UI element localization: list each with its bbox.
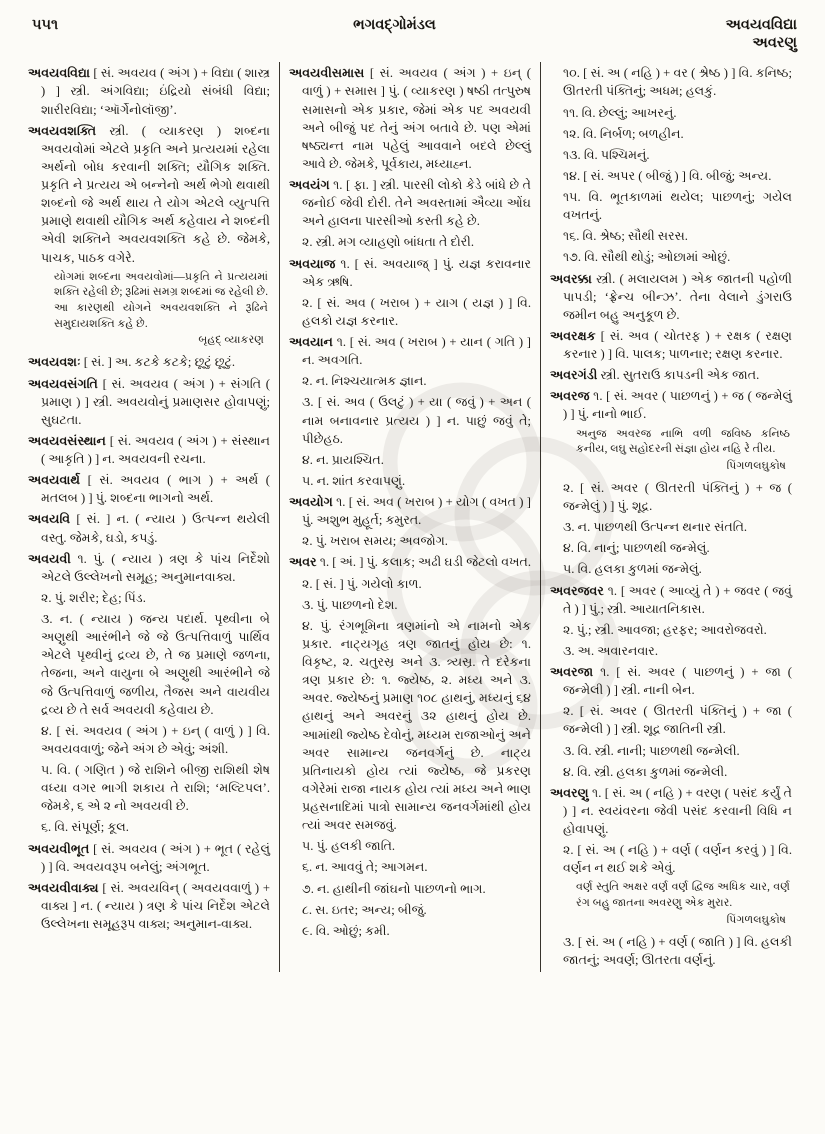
- entry-text: ૩. અ. અવારનવાર.: [563, 643, 658, 658]
- dictionary-entry: [550, 387, 792, 423]
- headword: અવરગંડી: [550, 368, 598, 383]
- entry-text: [ સં. અવયવ ( ભાગ ) + અર્થ ( મતલબ ) ] પું. શબ્દના ભાગનો અર્થ.: [41, 473, 270, 506]
- quotation: [28, 270, 270, 333]
- sense-item: [28, 818, 270, 836]
- sense-item: [289, 372, 531, 390]
- running-head-first-word: અવયવવિદ્યા: [725, 17, 797, 33]
- source-attribution: [28, 332, 270, 348]
- entry-text: ૧. પું. ( ન્યાય ) ત્રણ કે પાંચ નિર્દેશો એટલે ઉલ્લેખનો સમૂહ; અનુમાનવાક્ય.: [41, 551, 270, 584]
- dictionary-entry: [289, 493, 531, 529]
- sense-item: [289, 575, 531, 593]
- dictionary-entry: [550, 366, 792, 384]
- entry-text: [ સં. અવયવ ( અંગ ) + સંસ્થાન ( આકૃતિ ) ] ન. અવયવની રચના.: [41, 433, 270, 467]
- entry-text: ૧૫. વિ. ભૂતકાળમાં થયેલ; પાછળનું; ગયેલ વખતનું.: [563, 190, 792, 223]
- column-1: [28, 62, 279, 972]
- sense-item: [550, 933, 792, 969]
- entry-text: ૪. વિ. સ્ત્રી. હલકા કુળમાં જન્મેલી.: [563, 764, 728, 779]
- sense-item: [550, 125, 792, 143]
- sense-item: [289, 880, 531, 898]
- entry-text: [ સં. અવયવ ( અંગ ) + ભૂત ( રહેલું ) ] વિ. અવયવરૂપ બનેલું; અંગભૂત.: [41, 841, 270, 874]
- sense-item: [550, 64, 792, 100]
- running-head: [637, 16, 797, 52]
- entry-text: ૩. [ સં. અવ ( ઉલટું ) + યા ( જવું ) + અન ( નામ બનાવનાર પ્રત્યય ) ] ન. પાછું જવું તે; પીછેહઠ.: [302, 395, 531, 446]
- sense-item: [289, 922, 531, 940]
- text-columns: [28, 62, 801, 972]
- entry-text: ૪. વિ. નાનું; પાછળથી જન્મેલું.: [563, 541, 710, 556]
- sense-item: [289, 837, 531, 855]
- entry-text: ૬. વિ. સંપૂર્ણ; કૂલ.: [41, 820, 129, 835]
- entry-text: ૬. ન. આવવું તે; આગમન.: [302, 860, 428, 875]
- dictionary-entry: [28, 122, 270, 267]
- sense-item: [289, 858, 531, 876]
- entry-text: [ સં. ] અ. કટકે કટકે; છૂટું છૂટું.: [83, 355, 235, 370]
- dictionary-entry: [28, 353, 270, 371]
- sense-item: [28, 589, 270, 607]
- headword: અવયવિ: [28, 512, 71, 527]
- headword: અવર: [289, 555, 317, 570]
- dictionary-entry: [550, 663, 792, 699]
- entry-text: ૧. [ ફા. ] સ્ત્રી. પારસી લોકો કેડે બાંધે છે તે જનોઈ જેવી દોરી. તેને અવસ્તામાં ઐવ્યા ઓંઘ અને હાલના પારસીઓ કસ્તી કહે છે.: [302, 178, 532, 229]
- sense-item: [289, 294, 531, 330]
- headword: અવયવી: [28, 551, 71, 566]
- entry-text: ૨. [ સં. અવ ( ખરાબ ) + યાગ ( યજ્ઞ ) ] વિ. હલકો યજ્ઞ કરનાર.: [302, 295, 531, 328]
- dictionary-entry: [28, 64, 270, 118]
- column-2: [279, 62, 540, 972]
- headword: અવયવીસમાસ: [289, 66, 365, 81]
- entry-text: સ્ત્રી. ( મલાયલમ ) એક જાતની પહોળી પાપડી; ‘ફ્રેન્ચ બીન્ઝ’. તેના વેલાને ડુંગરાઉ જમીન બહુ અનુકૂળ છે.: [563, 271, 792, 322]
- entry-text: [ સં. ] ન. ( ન્યાય ) ઉત્પન્ન થયેલી વસ્તુ. જેમકે, ઘડો, કપડું.: [41, 512, 270, 545]
- entry-text: ૨. [ સં. અ ( નહિ ) + વર્ણ ( વર્ણન કરવું ) ] વિ. વર્ણન ન થઈ શકે એવું.: [563, 843, 792, 876]
- entry-text: ૧૬. વિ. શ્રેષ્ઠ; સૌથી સરસ.: [563, 229, 688, 244]
- entry-text: ૮. સ. ઇતર; અન્ય; બીજું.: [302, 902, 427, 917]
- running-head-last-word: અવરણુ: [752, 35, 797, 52]
- entry-text: ૧૦. [ સં. અ ( નહિ ) + વર ( શ્રેષ્ઠ ) ] વિ. કનિષ્ઠ; ઊતરતી પંક્તિનું; અધમ; હલકું.: [563, 66, 792, 99]
- sense-item: [28, 761, 270, 815]
- entry-text: ૯. વિ. ઓછું; કમી.: [302, 923, 390, 938]
- headword: અવયોગ: [289, 495, 333, 509]
- headword: અવયવવિદ્યા: [28, 66, 90, 81]
- headword: અવરક્કા: [550, 271, 592, 286]
- entry-text: ૩. પું. પાછળનો દેશ.: [302, 597, 398, 612]
- sense-item: [550, 518, 792, 536]
- headword: અવયવશક્તિ: [28, 123, 97, 138]
- entry-text: સ્ત્રી. સુતરાઉ કાપડની એક જાત.: [600, 368, 760, 383]
- dictionary-entry: [289, 64, 531, 173]
- entry-text: ૨. [ સં. અવર ( ઊતરતી પંક્તિનું ) + જા ( જન્મેલી ) ] સ્ત્રી. શૂદ્ર જાતિની સ્ત્રી.: [563, 704, 792, 737]
- sense-item: [550, 742, 792, 760]
- headword: અવયાજ: [289, 256, 336, 271]
- entry-text: ૫. ન. શાંત કરવાપણું.: [302, 473, 406, 488]
- headword: અવરજ: [550, 389, 590, 404]
- sense-item: [550, 188, 792, 224]
- entry-text: ૧. [ અં. ] પું. કલાક; અઢી ઘડી જેટલો વખત.: [319, 555, 531, 570]
- entry-text: [ સં. અવયવ ( અંગ ) + ઇન્ ( વાળું ) + સમાસ ] પું. ( વ્યાકરણ ) ષષ્ઠી તત્પુરુષ સમાસનો એક પ્રકાર, જેમાં એક પદ અવયવી અને બીજું પદ તેનું અંગ બતાવે છે. પણ એમાં ષષ્ઠ્યન્ત નામ પહેલું આવવાને બદલે છેલ્લું આવે છે. જેમકે, પૂર્વકાય, મધ્યાહ્ન.: [302, 66, 532, 171]
- entry-text: પિંગળલઘુકોષ: [726, 459, 786, 472]
- headword: અવયવીભૂત: [28, 841, 90, 856]
- entry-text: ૨. પું. ખરાબ સમય; અવજોગ.: [302, 534, 448, 549]
- entry-text: ૧. [ સં. અવ ( ખરાબ ) + યોગ ( વખત ) ] પું. અશુભ મુહૂર્ત; કમુરત.: [302, 495, 531, 528]
- entry-text: ૧. [ સં. અ ( નહિ ) + વરણ ( પસંદ કર્યું તે ) ] ન. સ્વયંવરના જેવી પસંદ કરવાની વિધિ ન હોવાપણું.: [563, 785, 792, 837]
- dictionary-entry: [289, 333, 531, 369]
- entry-text: ૩. ન. પાછળથી ઉત્પન્ન થનાર સંતતિ.: [563, 520, 748, 535]
- dictionary-entry: [550, 270, 792, 324]
- entry-text: ૨. પું.; સ્ત્રી. આવજા; હરફર; આવરોજવરો.: [563, 622, 767, 637]
- headword: અવયવાર્થ: [28, 473, 81, 488]
- dictionary-entry: [289, 255, 531, 291]
- sense-item: [289, 532, 531, 550]
- quotation: [550, 880, 792, 911]
- entry-text: ૫. પું. હલકી જાતિ.: [302, 839, 396, 854]
- entry-text: પિંગળલઘુકોષ: [726, 913, 786, 926]
- sense-item: [550, 621, 792, 639]
- entry-text: ૩. [ સં. અ ( નહિ ) + વર્ણ ( જાતિ ) ] વિ. હલકી જાતનું; અવર્ણ; ઊતરતા વર્ણનું.: [563, 934, 792, 968]
- sense-item: [289, 393, 531, 447]
- sense-item: [289, 472, 531, 490]
- quotation: [550, 427, 792, 458]
- headword: અવયવશઃ: [28, 355, 81, 370]
- headword: અવરજા: [550, 665, 594, 680]
- sense-item: [550, 479, 792, 515]
- entry-text: [ સં. અવ ( ચોતરફ ) + રક્ષક ( રક્ષણ કરનાર ) ] વિ. પાલક; પાળનાર; રક્ષણ કરનાર.: [563, 328, 792, 361]
- entry-text: ૨. [ સં. અવર ( ઊતરતી પંક્તિનું ) + જ ( જન્મેલું ) ] પું. શૂદ્ર.: [563, 480, 792, 514]
- sense-item: [550, 167, 792, 185]
- entry-text: ૭. ન. હાથીની જાંઘનો પાછળનો ભાગ.: [302, 881, 486, 896]
- sense-item: [289, 233, 531, 251]
- dictionary-entry: [28, 471, 270, 507]
- entry-text: યોગમાં શબ્દના અવયવોમાં—પ્રકૃતિ ને પ્રત્યયમાં શક્તિ રહેલી છે; રૂઢિમાં સમગ્ર શબ્દમાં જ રહેલી છે. આ કારણથી યોગને અવયવશક્તિ ને રૂઢિને સમુદાયશક્તિ કહે છે.: [54, 270, 268, 330]
- dictionary-entry: [550, 784, 792, 838]
- dictionary-entry: [28, 375, 270, 429]
- sense-item: [550, 104, 792, 122]
- entry-text: ૧૪. [ સં. અપર ( બીજું ) ] વિ. બીજું; અન્ય.: [563, 168, 772, 183]
- entry-text: અનુજ અવરજ નાભિ વળી જવિષ્ઠ કનિષ્ઠ કનીય, લઘુ સહોદરની સંજ્ઞા હોય નહિ રે તીય.: [576, 427, 790, 456]
- page-title: ભગવદ્ગોમંડલ: [353, 17, 436, 33]
- sense-item: [550, 642, 792, 660]
- dictionary-entry: [550, 327, 792, 363]
- headword: અવરણુ: [550, 785, 589, 800]
- entry-text: ૫. વિ. ( ગણિત ) જે રાશિને બીજી રાશિથી શેષ વધ્યા વગર ભાગી શકાય તે રાશિ; ‘મલ્ટિપલ’. જેમકે, ૬ એ ૨ નો અવયવી છે.: [41, 763, 270, 814]
- sense-item: [289, 901, 531, 919]
- headword: અવયવસંસ્થાન: [28, 433, 106, 448]
- headword: અવયંગ: [289, 178, 330, 192]
- entry-text: ૨. ન. નિશ્ચયાત્મક જ્ઞાન.: [302, 374, 427, 389]
- entry-text: ૧. [ સં. અવર ( પાછળનું ) + જ ( જન્મેલું ) ] પું. નાનો ભાઈ.: [563, 389, 792, 422]
- entry-text: [ સં. અવયવ ( અંગ ) + સંગતિ ( પ્રમાણ ) ] સ્ત્રી. અવયવોનું પ્રમાણસર હોવાપણું; સુઘટતા.: [41, 376, 270, 427]
- sense-item: [550, 539, 792, 557]
- page-number: ૫૫૧: [32, 17, 59, 33]
- dictionary-entry: [28, 840, 270, 876]
- entry-text: ૪. [ સં. અવયવ ( અંગ ) + ઇન્ ( વાળું ) ] વિ. અવયવવાળું; જેને અંગ છે એવું; અંશી.: [41, 723, 270, 756]
- sense-item: [28, 722, 270, 758]
- entry-text: ૧. [ અવર ( આવ્યું તે ) + જવર ( જવું તે ) ] પું.; સ્ત્રી. આયાતનિકાસ.: [563, 583, 792, 616]
- entry-text: ૧૨. વિ. નિર્બળ; બળહીન.: [563, 126, 684, 141]
- entry-text: [ સં. અવયવિન્ ( અવયવવાળું ) + વાક્ય ] ન. ( ન્યાય ) ત્રણ કે પાંચ નિર્દેશ એટલે ઉલ્લેખના સમૂહરૂપ વાક્ય; અનુમાન-વાક્ય.: [41, 880, 270, 932]
- sense-item: [289, 596, 531, 614]
- dictionary-entry: [550, 582, 792, 618]
- entry-text: ૪. ન. પ્રાયશ્ચિત.: [302, 452, 384, 467]
- entry-text: ૫. વિ. હલકા કુળમાં જન્મેલું.: [563, 562, 702, 577]
- entry-text: ૨. સ્ત્રી. મગ વ્યાહણો બાંધતા તે દોરી.: [302, 235, 474, 250]
- entry-text: સ્ત્રી. ( વ્યાકરણ ) શબ્દના અવયવોમાં એટલે પ્રકૃતિ અને પ્રત્યયમાં રહેલા અર્થનો બોધ કરવાની શક્તિ; યૌગિક શક્તિ. પ્રકૃતિ ને પ્રત્યય એ બન્નેનો અર્થ ભેગો થવાથી શબ્દનો જે અર્થ થાય તે યોગ એટલે વ્યુત્પત્તિ પ્રમાણે થવાથી યૌગિક અર્થ કહેવાય ને શબ્દની એવી શક્તિને અવયવશક્તિ કહે છે. જેમકે, પાચક, પાઠક વગેરે.: [41, 123, 270, 265]
- headword: અવયવસંગતિ: [28, 376, 98, 391]
- entry-text: ૧૧. વિ. છેલ્લું; આખરનું.: [563, 105, 677, 120]
- entry-text: ૩. વિ. સ્ત્રી. નાની; પાછળથી જન્મેલી.: [563, 743, 740, 758]
- sense-item: [550, 702, 792, 738]
- sense-item: [28, 610, 270, 719]
- sense-item: [550, 560, 792, 578]
- entry-text: ૧. [ સં. અવર ( પાછળનું ) + જા ( જન્મેલી ) ] સ્ત્રી. નાની બેન.: [563, 665, 792, 698]
- entry-text: [ સં. અવયવ ( અંગ ) + વિદ્યા ( શાસ્ત્ર ) ] સ્ત્રી. અંગવિદ્યા; ઇંદ્રિયો સંબંધી વિદ્યા; શારીરવિદ્યા; ‘ઑર્ગેનોલૉજી’.: [41, 66, 270, 117]
- headword: અવયવીવાક્ય: [28, 880, 99, 895]
- entry-text: વર્ણ સ્તુતિ અક્ષર વર્ણ વર્ણ દ્વિજ અધિક ચાર, વર્ણ રંગ બહુ જાતના અવરણુ એક મુરાર.: [576, 881, 790, 910]
- dictionary-entry: [28, 879, 270, 933]
- entry-text: ૨. [ સં. ] પું. ગયેલો કાળ.: [302, 576, 422, 591]
- source-attribution: [550, 912, 792, 928]
- sense-item: [289, 451, 531, 469]
- page-header: [32, 16, 797, 52]
- entry-text: ૧. [ સં. અવયાજ્ ] પું. યજ્ઞ કરાવનાર એક ઋષિ.: [302, 256, 531, 289]
- entry-text: ૨. પું. શરીર; દેહ; પિંડ.: [41, 590, 146, 605]
- column-3: [540, 62, 801, 972]
- headword: અવયાન: [289, 335, 333, 349]
- entry-text: ૩. ન. ( ન્યાય ) જન્ય પદાર્થ. પૃથ્વીના બે અણુથી આરંભીને જે જે ઉત્પત્તિવાળું પાર્થિવ એટલે પૃથ્વીનું દ્રવ્ય છે, તે જ પ્રમાણે જળના, તેજના, અને વાયુના બે અણુથી આરંભીને જે જે ઉત્પત્તિવાળું જળીય, તૈજસ અને વાયવીય દ્રવ્ય છે તે સર્વ અવયવી કહેવાય છે.: [41, 612, 270, 717]
- dictionary-entry: [289, 553, 531, 571]
- sense-item: [550, 841, 792, 877]
- entry-text: ૪. પું. રંગભૂમિના ત્રણમાંનો એ નામનો એક પ્રકાર. નાટ્યગૃહ ત્રણ જાતનું હોય છે: ૧. વિકૃષ્ટ, ૨. ચતુરસ્ર અને ૩. ત્ર્યસ્ર. તે દરેકના ત્રણ પ્રકાર છે: ૧. જ્યેષ્ઠ, ૨. મધ્ય અને ૩. અવર. જ્યેષ્ઠનું પ્રમાણ ૧૦૮ હાથનું, મધ્યનું ૬૪ હાથનું અને અવરનું ૩૨ હાથનું હોય છે. આમાંથી જ્યેષ્ઠ દેવોનું, મધ્યમ રાજાઓનું અને અવર સામાન્ય જનવર્ગનું છે. નાટ્ય પ્રતિનાયકો હોય ત્યાં જ્યેષ્ઠ, જે પ્રકરણ વગેરેમાં રાજા નાયક હોય ત્યાં મધ્ય અને ભાણ પ્રહસનાદિમાં પાત્રો સામાન્ય જનવર્ગમાંથી હોય ત્યાં અવર સમજવું.: [302, 618, 531, 833]
- dictionary-entry: [28, 550, 270, 586]
- dictionary-entry: [289, 176, 531, 230]
- sense-item: [550, 763, 792, 781]
- entry-text: ૧. [ સં. અવ ( ખરાબ ) + યાન ( ગતિ ) ] ન. અવગતિ.: [302, 335, 531, 368]
- entry-text: ૧૭. વિ. સૌથી થોડું; ઓછામાં ઓછું.: [563, 250, 731, 265]
- sense-item: [550, 146, 792, 164]
- sense-item: [289, 617, 531, 835]
- dictionary-entry: [28, 510, 270, 546]
- dictionary-entry: [28, 432, 270, 468]
- source-attribution: [550, 458, 792, 474]
- entry-text: બૃહદ્ વ્યાકરણ: [198, 334, 264, 347]
- headword: અવરજવર: [550, 583, 604, 598]
- entry-text: ૧૩. વિ. પશ્ચિમનું.: [563, 147, 650, 162]
- sense-item: [550, 227, 792, 245]
- sense-item: [550, 248, 792, 266]
- headword: અવરક્ષક: [550, 328, 596, 343]
